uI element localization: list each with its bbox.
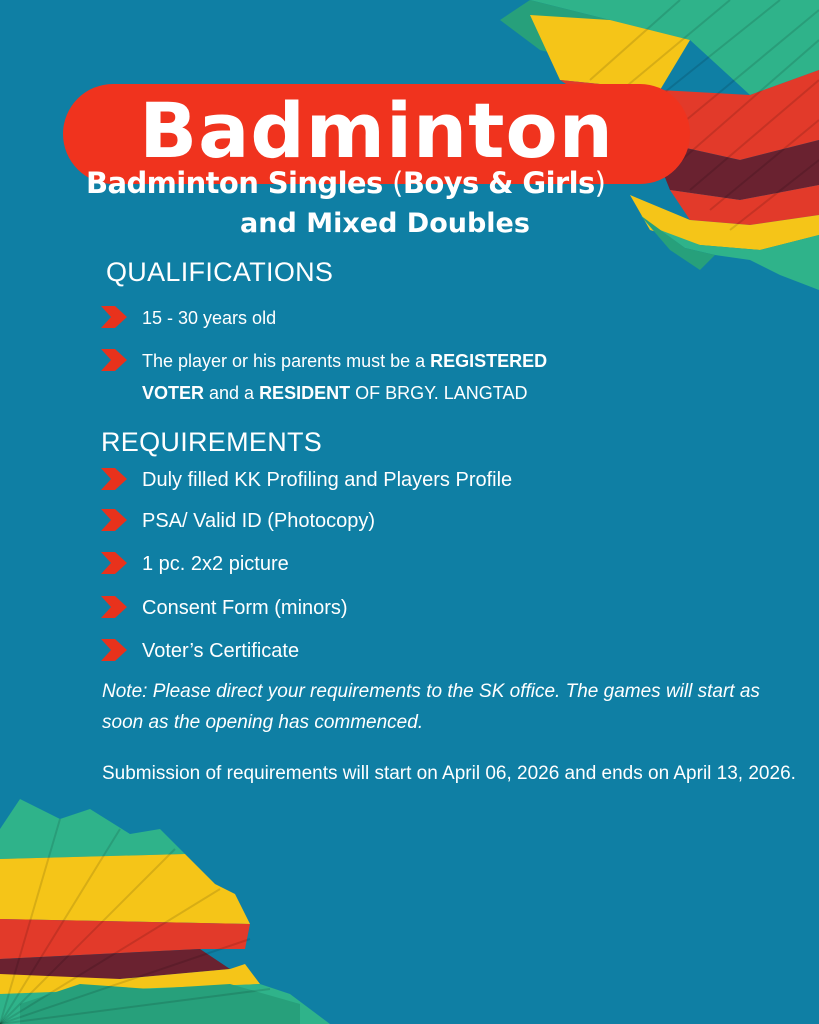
- requirement-text: Duly filled KK Profiling and Players Profile: [142, 469, 513, 491]
- chevron-right-icon: [101, 596, 127, 618]
- requirement-text: PSA/ Valid ID (Photocopy): [142, 510, 376, 532]
- chevron-right-icon: [101, 639, 127, 661]
- chevron-right-icon: [101, 509, 127, 531]
- qualification-text-line2: [142, 377, 527, 409]
- resident-emphasis: RESIDENT: [259, 383, 351, 403]
- submission-schedule-text: Submission of requirements will start on April 06, 2026 and ends on April 13, 2026.: [102, 763, 796, 784]
- subtitle-prefix: Badminton Singles: [86, 166, 393, 200]
- event-subtitle: [86, 164, 696, 202]
- qualification-text-suffix: OF BRGY. LANGTAD: [350, 383, 528, 403]
- page-title: Badminton: [139, 86, 614, 175]
- note-text: Note: Please direct your requirements to the SK office. The games will start as soon as the opening has commenced.: [102, 681, 760, 733]
- chevron-right-icon: [101, 552, 127, 574]
- qualification-text-mid: and a: [204, 383, 260, 403]
- chevron-right-icon: [101, 306, 127, 328]
- qualifications-heading: QUALIFICATIONS: [106, 257, 334, 287]
- subtitle-paren-open: (: [392, 166, 403, 200]
- requirement-text: 1 pc. 2x2 picture: [142, 553, 289, 575]
- qualification-text: 15 - 30 years old: [142, 308, 277, 328]
- paper-fan-bottom-left-decoration: [0, 799, 330, 1024]
- voter-emphasis: VOTER: [142, 383, 205, 403]
- qualification-text-line1: [142, 345, 547, 377]
- subtitle-paren-close: ): [594, 166, 606, 200]
- requirement-text: Consent Form (minors): [142, 597, 348, 619]
- qualification-text-prefix: The player or his parents must be a: [142, 351, 431, 371]
- requirements-heading: REQUIREMENTS: [101, 427, 323, 457]
- chevron-right-icon: [101, 468, 127, 490]
- requirement-text: Voter’s Certificate: [142, 640, 300, 662]
- subtitle-paren-content: Boys & Girls: [402, 166, 595, 200]
- registered-emphasis: REGISTERED: [430, 351, 548, 371]
- event-subtitle-line2: and Mixed Doubles: [240, 208, 530, 239]
- chevron-right-icon: [101, 349, 127, 371]
